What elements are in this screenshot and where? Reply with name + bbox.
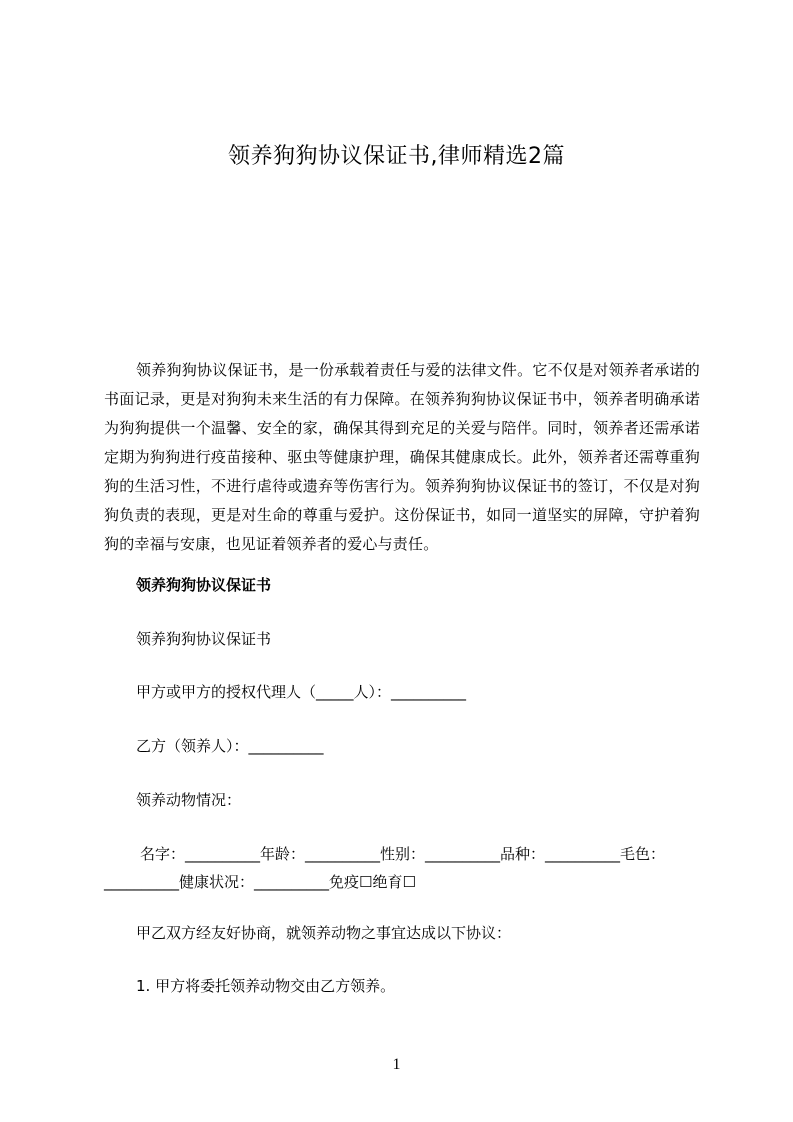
animal-fields: 名字：__________年龄：__________性别：__________品种：__________毛色：__________健康状况：__________免疫☐绝育☐ (104, 845, 666, 891)
animal-info-label: 领养动物情况： (136, 791, 242, 809)
agreement-subheading: 领养狗狗协议保证书 (136, 630, 272, 648)
section-heading: 领养狗狗协议保证书 (136, 576, 272, 594)
party-b-line: 乙方（领养人）：__________ (136, 737, 324, 755)
agreement-intro: 甲乙双方经友好协商，就领养动物之事宜达成以下协议： (136, 924, 512, 942)
clause-1: 1. 甲方将委托领养动物交由乙方领养。 (136, 977, 396, 995)
page-number: 1 (392, 1056, 401, 1073)
intro-paragraph: 领养狗狗协议保证书，是一份承载着责任与爱的法律文件。它不仅是对领养者承诺的书面记录，更是对狗狗未来生活的有力保障。在领养狗狗协议保证书中，领养者明确承诺为狗狗提供一个温馨、安全的家，确保其得到充足的关爱与陪伴。同时，领养者还需承诺定期为狗狗进行疫苗接种、驱虫等健康护理，确保其健康成长。此外，领养者还需尊重狗狗的生活习性，不进行虐待或遗弃等伤害行为。领养狗狗协议保证书的签订，不仅是对狗狗负责的表现，更是对生命的尊重与爱护。这份保证书，如同一道坚实的屏障，守护着狗狗的幸福与安康，也见证着领养者的爱心与责任。 (104, 361, 700, 553)
party-a-line: 甲方或甲方的授权代理人（_____人）：__________ (136, 683, 467, 701)
document-title: 领养狗狗协议保证书,律师精选2篇 (228, 144, 565, 169)
